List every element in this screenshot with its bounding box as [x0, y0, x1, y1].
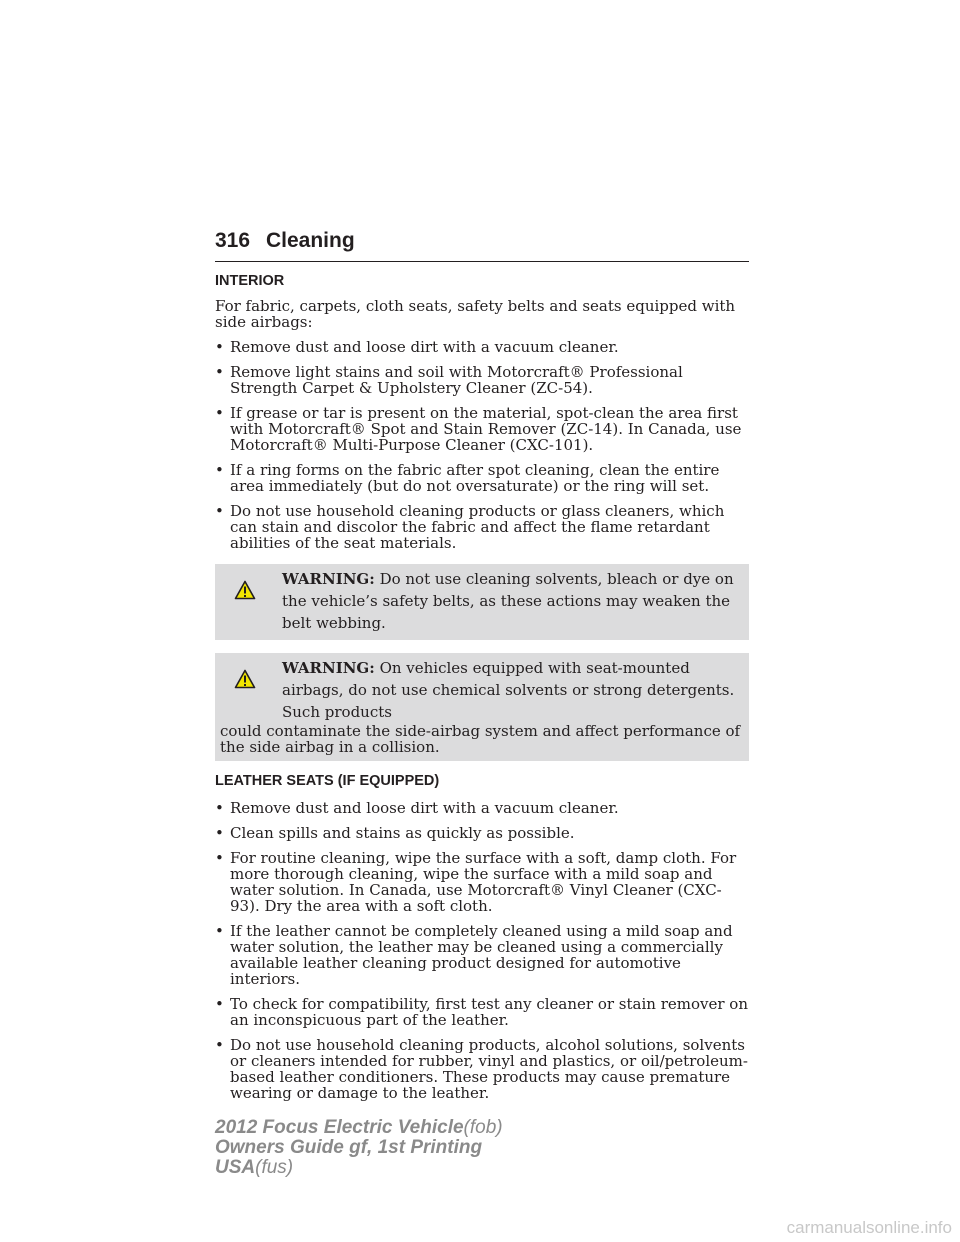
warning-label: WARNING:	[282, 659, 375, 677]
list-item: • Remove light stains and soil with Motorcraft® Professional Strength Carpet & Upholstery Cleaner (ZC-54).	[215, 364, 749, 396]
footer-model-code: (fob)	[463, 1117, 503, 1138]
list-item: • If grease or tar is present on the material, spot-clean the area first with Motorcraft® Spot and Stain Remover (ZC-14). In Canada, use Motorcraft® Multi-Purpose Cleaner (CXC-101).	[215, 405, 749, 453]
footer-printing: Owners Guide gf, 1st Printing	[215, 1137, 483, 1158]
footer-market-code: (fus)	[255, 1157, 294, 1178]
list-item: • Do not use household cleaning products or glass cleaners, which can stain and discolor the fabric and affect the flame retardant abilities of the seat materials.	[215, 503, 749, 551]
footer-market: USA	[215, 1157, 256, 1178]
list-item: • Clean spills and stains as quickly as possible.	[215, 825, 749, 841]
print-footer	[215, 1118, 503, 1178]
leather-seats-heading: LEATHER SEATS (IF EQUIPPED)	[215, 773, 440, 789]
warning-text-continued: could contaminate the side-airbag system and affect performance of the side airbag in a collision.	[220, 722, 741, 756]
warning-triangle-icon	[220, 568, 282, 608]
warning-text-cont: not use chemical solvents or strong detergents. Such products	[282, 681, 735, 721]
interior-intro: For fabric, carpets, cloth seats, safety belts and seats equipped with side airbags:	[215, 297, 736, 331]
warning-box-safety-belts	[215, 564, 749, 640]
page-header	[215, 229, 749, 262]
warning-text: Do not use cleaning solvents, bleach or dye on the	[282, 570, 734, 610]
list-item: • To check for compatibility, first test any cleaner or stain remover on an inconspicuous part of the leather.	[215, 996, 749, 1028]
list-item: • Remove dust and loose dirt with a vacuum cleaner.	[215, 339, 749, 355]
footer-model: 2012 Focus Electric Vehicle	[215, 1117, 464, 1138]
list-item: • For routine cleaning, wipe the surface with a soft, damp cloth. For more thorough cleaning, wipe the surface with a mild soap and water solution. In Canada, use Motorcraft® Vinyl Cleaner (CXC-93). Dry the area with a soft cloth.	[215, 850, 749, 914]
chapter-title: Cleaning	[266, 229, 355, 252]
warning-box-airbags	[215, 653, 749, 761]
page-content	[215, 271, 749, 1101]
list-item: • If a ring forms on the fabric after spot cleaning, clean the entire area immediately (but do not oversaturate) or the ring will set.	[215, 462, 749, 494]
interior-heading: INTERIOR	[215, 273, 285, 289]
interior-bullet-list	[215, 339, 749, 551]
warning-label: WARNING:	[282, 570, 375, 588]
warning-triangle-icon	[220, 657, 282, 697]
list-item: • Do not use household cleaning products, alcohol solutions, solvents or cleaners intended for rubber, vinyl and plastics, or oil/petroleum-based leather conditioners. These products may cause premature wearing or damage to the leather.	[215, 1037, 749, 1101]
watermark: carmanualsonline.info	[786, 1218, 952, 1237]
page-number: 316	[215, 229, 251, 252]
warning-text-cont: vehicle’s safety belts, as these actions may weaken the belt webbing.	[282, 592, 731, 632]
warning-text: On vehicles equipped with seat-mounted airbags, do	[282, 659, 690, 699]
leather-bullet-list	[215, 800, 749, 1101]
list-item: • Remove dust and loose dirt with a vacuum cleaner.	[215, 800, 749, 816]
list-item: • If the leather cannot be completely cleaned using a mild soap and water solution, the leather may be cleaned using a commercially available leather cleaning product designed for automotive interiors.	[215, 923, 749, 987]
